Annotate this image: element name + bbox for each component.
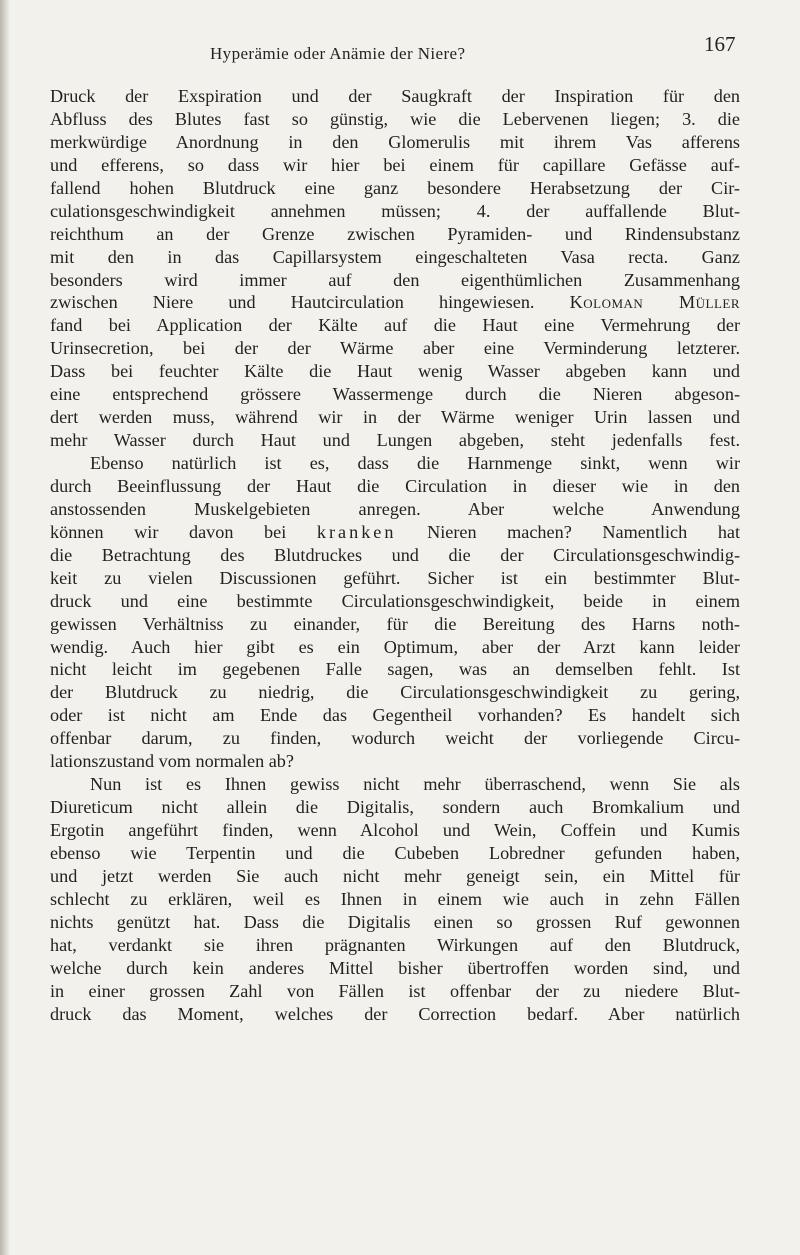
text-line: [50, 291, 740, 314]
text-line: offenbar darum, zu finden, wodurch weicht der vorliegende Circu-: [50, 728, 740, 749]
text-line: lationszustand vom normalen ab?: [50, 751, 294, 772]
text-line: gewissen Verhältniss zu einander, für die Bereitung des Harns noth-: [50, 613, 740, 634]
page-header: [0, 0, 800, 90]
text-line: Urinsecretion, bei der der Wärme aber eine Verminderung letzterer.: [50, 338, 740, 359]
text-line: druck und eine bestimmte Circulationsgeschwindigkeit, beide in einem: [50, 590, 740, 611]
text-line: Ebenso natürlich ist es, dass die Harnmenge sinkt, wenn wir: [90, 453, 740, 473]
author-name: Koloman Müller: [569, 292, 741, 313]
running-title: Hyperämie oder Anämie der Niere?: [210, 44, 466, 63]
text-line: und jetzt werden Sie auch nicht mehr geneigt sein, ein Mittel für: [50, 865, 740, 886]
text-line: wendig. Auch hier gibt es ein Optimum, aber der Arzt kann leider: [50, 636, 740, 657]
text-line: fallend hohen Blutdruck eine ganz besondere Herabsetzung der Cir-: [50, 177, 740, 198]
text-line: der Blutdruck zu niedrig, die Circulationsgeschwindigkeit zu gering,: [50, 682, 740, 703]
text-line: eine entsprechend grössere Wassermenge durch die Nieren abgeson-: [50, 384, 740, 405]
text-segment: Nieren machen? Namentlich hat: [427, 521, 741, 542]
text-line: besonders wird immer auf den eigenthümlichen Zusammenhang: [50, 269, 740, 290]
text-line: nichts genützt hat. Dass die Digitalis einen so grossen Ruf gewonnen: [50, 911, 740, 932]
text-line: anstossenden Muskelgebieten anregen. Aber welche Anwendung: [50, 498, 740, 519]
text-line: keit zu vielen Discussionen geführt. Sicher ist ein bestimmter Blut-: [50, 567, 740, 588]
text-line: Abfluss des Blutes fast so günstig, wie die Lebervenen liegen; 3. die: [50, 108, 740, 129]
text-line: Nun ist es Ihnen gewiss nicht mehr überraschend, wenn Sie als: [90, 774, 740, 795]
text-line: hat, verdankt sie ihren prägnanten Wirkungen auf den Blutdruck,: [50, 934, 740, 955]
page-number: 167: [704, 32, 736, 56]
text-line: merkwürdige Anordnung in den Glomerulis mit ihrem Vas afferens: [50, 131, 740, 152]
text-line: mehr Wasser durch Haut und Lungen abgeben, steht jedenfalls fest.: [50, 430, 740, 451]
text-line: oder ist nicht am Ende das Gegentheil vorhanden? Es handelt sich: [50, 705, 740, 726]
text-line: dert werden muss, während wir in der Wärme weniger Urin lassen und: [50, 407, 740, 428]
emphasized-word: kranken: [316, 521, 397, 542]
text-line: nicht leicht im gegebenen Falle sagen, was an demselben fehlt. Ist: [50, 659, 740, 680]
text-line: Dass bei feuchter Kälte die Haut wenig Wasser abgeben kann und: [50, 361, 740, 382]
text-line: welche durch kein anderes Mittel bisher übertroffen worden sind, und: [50, 957, 740, 978]
text-line: die Betrachtung des Blutdruckes und die der Circulationsgeschwindig-: [50, 544, 740, 565]
text-segment: können wir davon bei: [50, 521, 287, 542]
body-text: [50, 85, 740, 1025]
text-line: reichthum an der Grenze zwischen Pyramiden- und Rindensubstanz: [50, 223, 740, 244]
text-line: [50, 521, 740, 544]
text-line: und efferens, so dass wir hier bei einem für capillare Gefässe auf-: [50, 154, 740, 175]
text-line: mit den in das Capillarsystem eingeschalteten Vasa recta. Ganz: [50, 246, 740, 267]
text-line: Diureticum nicht allein die Digitalis, sondern auch Bromkalium und: [50, 797, 740, 818]
text-line: durch Beeinflussung der Haut die Circulation in dieser wie in den: [50, 475, 740, 496]
text-line: in einer grossen Zahl von Fällen ist offenbar der zu niedere Blut-: [50, 980, 740, 1001]
text-segment: zwischen Niere und Hautcirculation hingewiesen.: [50, 292, 535, 313]
text-line: Druck der Exspiration und der Saugkraft der Inspiration für den: [50, 86, 740, 106]
text-line: Ergotin angeführt finden, wenn Alcohol und Wein, Coffein und Kumis: [50, 820, 740, 840]
text-line: ebenso wie Terpentin und die Cubeben Lobredner gefunden haben,: [50, 842, 740, 863]
page-binding-edge: [0, 0, 10, 1255]
text-line: schlecht zu erklären, weil es Ihnen in einem wie auch in zehn Fällen: [50, 888, 740, 909]
text-line: druck das Moment, welches der Correction bedarf. Aber natürlich: [50, 1003, 740, 1024]
text-line: fand bei Application der Kälte auf die Haut eine Vermehrung der: [50, 315, 740, 336]
text-line: culationsgeschwindigkeit annehmen müssen; 4. der auffallende Blut-: [50, 200, 740, 221]
